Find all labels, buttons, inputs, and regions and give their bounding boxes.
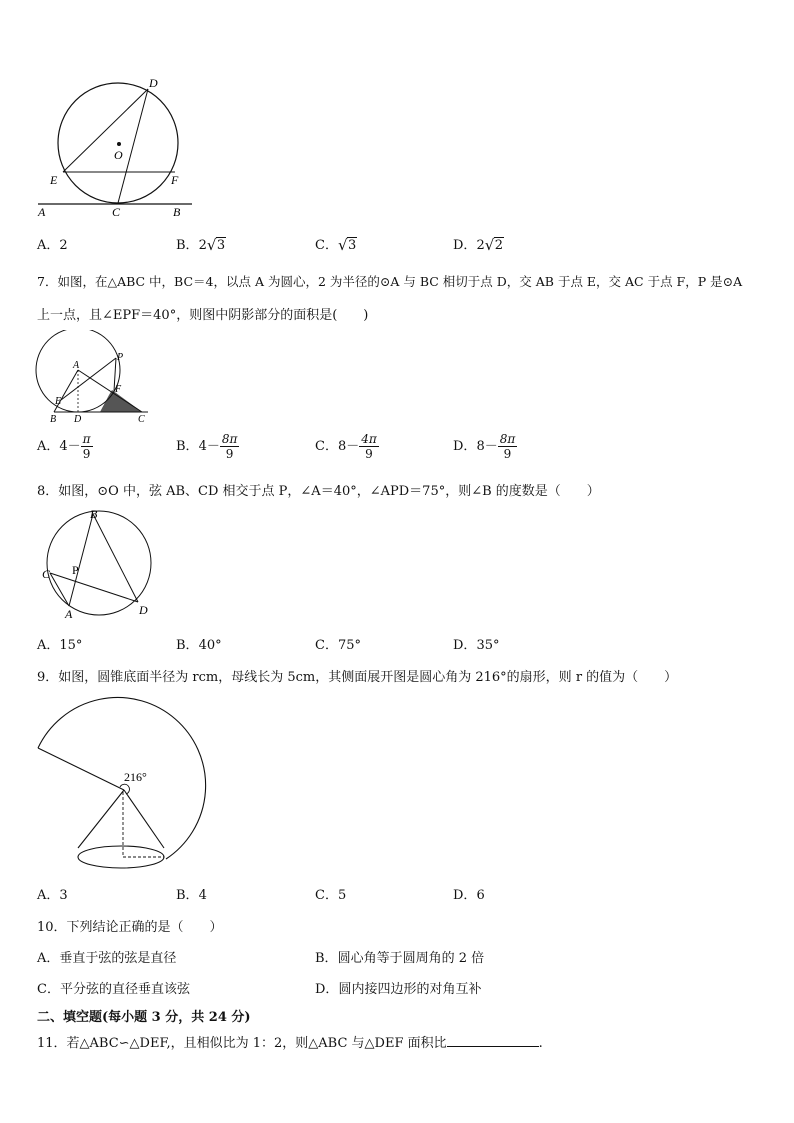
fig8-label-a: A: [65, 607, 73, 621]
q7-option-d-den: 9: [503, 447, 512, 461]
figure-q7-triangle-circle: [32, 330, 157, 425]
fig8-label-p: P: [72, 563, 79, 577]
q7-option-c-den: 9: [365, 447, 373, 461]
q9-option-b-text: 4: [198, 888, 207, 903]
q7-option-c-int: 8－: [337, 439, 360, 454]
q7-option-a-fraction: [81, 432, 93, 461]
q9-option-b-letter: B．: [176, 888, 199, 903]
q7-option-a[interactable]: [37, 432, 93, 461]
q10-option-d-text: 圆内接四边形的对角互补: [338, 982, 482, 997]
q8-option-b-text: 40°: [198, 638, 222, 653]
q10-option-b[interactable]: [315, 947, 484, 966]
q7-option-a-letter: A．: [37, 439, 60, 454]
q7-option-d-letter: D．: [453, 439, 477, 454]
q8-option-b[interactable]: [176, 634, 222, 653]
q9-option-d-letter: D．: [453, 888, 477, 903]
q10-option-b-text: 圆心角等于圆周角的 2 倍: [337, 951, 485, 966]
q7-option-b-fraction: [220, 432, 240, 461]
q8-option-b-letter: B．: [176, 638, 199, 653]
q7-option-a-den: 9: [82, 447, 91, 461]
q11-text: 11．若△ABC∽△DEF,，且相似比为 1：2，则△ABC 与△DEF 面积比: [37, 1036, 447, 1051]
q7-option-b-num: 8π: [221, 432, 238, 446]
q6-option-b-prefix: 2: [198, 238, 207, 253]
q7-option-b-den: 9: [225, 447, 234, 461]
figure-q6-circle-tangent: [30, 74, 200, 224]
q8-option-a[interactable]: [37, 634, 82, 653]
q11-answer-blank[interactable]: [447, 1034, 539, 1047]
q8-option-d-text: 35°: [476, 638, 500, 653]
q7-option-d-num: 8π: [499, 432, 516, 446]
fig7-label-a: A: [73, 360, 80, 371]
fig7-label-c: C: [138, 414, 145, 425]
q9-option-a-letter: A．: [37, 888, 60, 903]
fig6-label-f: F: [171, 173, 179, 187]
q6-option-d-radicand: 2: [494, 238, 503, 253]
q10-option-a[interactable]: [37, 947, 176, 966]
fig7-label-f: F: [115, 384, 122, 395]
fig6-label-e: E: [50, 173, 58, 187]
q9-option-d[interactable]: [453, 884, 485, 903]
fig9-angle-label: 216°: [124, 770, 147, 784]
figure-q8-chords: [36, 506, 166, 621]
q9-option-a[interactable]: [37, 884, 68, 903]
q6-option-d-sqrt: [485, 238, 504, 253]
q8-option-c-text: 75°: [337, 638, 361, 653]
q8-option-a-letter: A．: [37, 638, 60, 653]
fig8-label-b: B: [90, 507, 98, 521]
fig6-label-d: D: [149, 76, 158, 90]
q6-option-c-letter: C．: [315, 238, 338, 253]
q7-option-d-int: 8－: [476, 439, 498, 454]
section-title-fill-in: 二、填空题(每小题 3 分，共 24 分): [37, 1010, 251, 1025]
q7-option-c-num: 4π: [361, 432, 377, 446]
q9-option-c-letter: C．: [315, 888, 338, 903]
q6-option-d[interactable]: [453, 234, 504, 253]
q7-option-b[interactable]: [176, 432, 239, 461]
q7-option-d-fraction: [498, 432, 518, 461]
figure-q9-cone-sector: [36, 690, 216, 875]
fig6-label-o: O: [114, 148, 123, 162]
q10-stem-line1: 10．下列结论正确的是（ ）: [37, 920, 223, 935]
q10-option-a-letter: A．: [37, 951, 60, 966]
q7-stem-line1: 7．如图，在△ABC 中，BC＝4，以点 A 为圆心，2 为半径的⊙A 与 BC 相切于点 D，交 AB 于点 E，交 AC 于点 F，P 是⊙A: [37, 274, 743, 289]
q6-option-c-radicand: 3: [347, 238, 357, 253]
q6-option-a-text: 2: [59, 238, 68, 253]
q10-option-c-letter: C．: [37, 982, 60, 997]
fig7-label-e: E: [55, 396, 62, 407]
q7-option-b-letter: B．: [176, 439, 199, 454]
q7-option-c-fraction: [359, 432, 379, 461]
q6-option-b-sqrt: [207, 238, 226, 253]
q8-option-d[interactable]: [453, 634, 499, 653]
q6-option-d-letter: D．: [453, 238, 477, 253]
q10-option-d-letter: D．: [315, 982, 339, 997]
q8-option-d-letter: D．: [453, 638, 477, 653]
q6-option-a[interactable]: [37, 234, 68, 253]
fig8-label-c: C: [42, 567, 51, 581]
q6-option-d-prefix: 2: [476, 238, 485, 253]
q7-option-c-letter: C．: [315, 439, 338, 454]
q8-option-c[interactable]: [315, 634, 361, 653]
q6-option-c-sqrt: [338, 238, 357, 253]
q10-option-c-text: 平分弦的直径垂直该弦: [59, 982, 190, 997]
q11-end: .: [538, 1036, 543, 1051]
q9-stem-line1: 9．如图，圆锥底面半径为 rcm，母线长为 5cm，其侧面展开图是圆心角为 216°的扇形，则 r 的值为（ ）: [37, 670, 678, 685]
q7-option-d[interactable]: [453, 432, 517, 461]
q8-option-c-letter: C．: [315, 638, 338, 653]
fig7-label-p: P: [117, 352, 124, 363]
q9-option-c[interactable]: [315, 884, 346, 903]
q6-option-b[interactable]: [176, 234, 226, 253]
q9-option-b[interactable]: [176, 884, 207, 903]
q6-option-b-letter: B．: [176, 238, 199, 253]
q9-option-d-text: 6: [476, 888, 485, 903]
q10-option-a-text: 垂直于弦的弦是直径: [59, 951, 177, 966]
q10-option-d[interactable]: [315, 978, 481, 997]
fig8-label-d: D: [139, 603, 148, 617]
fig6-label-a: A: [38, 205, 46, 219]
q11-stem: [37, 1032, 543, 1051]
q9-option-a-text: 3: [59, 888, 68, 903]
q6-option-c[interactable]: [315, 234, 357, 253]
fig7-label-b: B: [50, 414, 57, 425]
q6-option-a-letter: A．: [37, 238, 60, 253]
q10-option-c[interactable]: [37, 978, 190, 997]
q10-option-b-letter: B．: [315, 951, 338, 966]
fig6-label-c: C: [112, 205, 121, 219]
fig6-label-b: B: [173, 205, 181, 219]
q6-option-b-radicand: 3: [216, 238, 226, 253]
q9-option-c-text: 5: [337, 888, 347, 903]
fig7-label-d: D: [74, 414, 82, 425]
q8-stem-line1: 8．如图，⊙O 中，弦 AB、CD 相交于点 P，∠A＝40°，∠APD＝75°，则∠B 的度数是（ ）: [37, 484, 600, 499]
q7-option-c[interactable]: [315, 432, 379, 461]
q7-option-a-int: 4－: [59, 439, 81, 454]
q7-option-a-num: π: [82, 432, 91, 446]
q7-stem-line2: 上一点，且∠EPF＝40°，则图中阴影部分的面积是( ): [37, 308, 369, 323]
q8-option-a-text: 15°: [59, 638, 83, 653]
q7-option-b-int: 4－: [198, 439, 220, 454]
